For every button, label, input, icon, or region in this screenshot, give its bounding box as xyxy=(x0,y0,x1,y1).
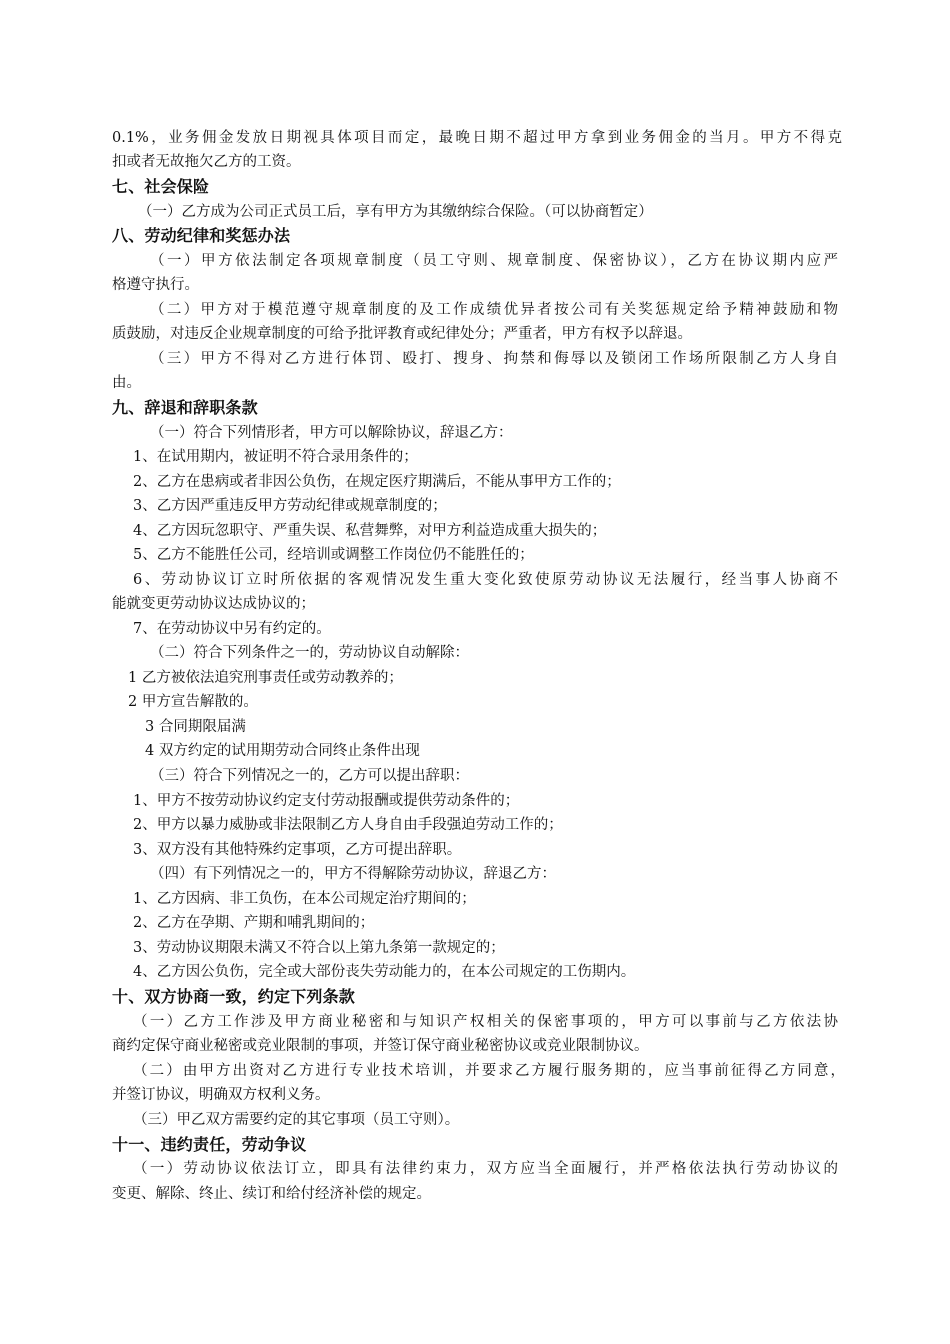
body-line: 质鼓励，对违反企业规章制度的可给予批评教育或纪律处分；严重者，甲方有权予以辞退。 xyxy=(112,326,692,342)
body-line: 扣或者无故拖欠乙方的工资。 xyxy=(112,154,301,170)
body-line: 并签订协议，明确双方权利义务。 xyxy=(112,1087,330,1103)
section-heading-10: 十、双方协商一致，约定下列条款 xyxy=(112,987,356,1006)
list-item: 1、乙方因病、非工负伤，在本公司规定治疗期间的； xyxy=(133,891,476,907)
body-line: （二）由甲方出资对乙方进行专业技术培训，并要求乙方履行服务期的，应当事前征得乙方同意， xyxy=(133,1063,845,1079)
list-item: 1、在试用期内，被证明不符合录用条件的； xyxy=(133,449,418,465)
list-item: 1、甲方不按劳动协议约定支付劳动报酬或提供劳动条件的； xyxy=(133,793,520,809)
list-item: 5、乙方不能胜任公司，经培训或调整工作岗位仍不能胜任的； xyxy=(133,547,534,563)
list-item: 2、乙方在孕期、产期和哺乳期间的； xyxy=(133,915,375,931)
section-heading-8: 八、劳动纪律和奖惩办法 xyxy=(112,226,291,245)
body-line: 0.1%，业务佣金发放日期视具体项目而定，最晚日期不超过甲方拿到业务佣金的当月。甲方不得克 xyxy=(112,130,842,146)
body-line: （三）甲方不得对乙方进行体罚、殴打、搜身、拘禁和侮辱以及锁闭工作场所限制乙方人身自 xyxy=(150,351,838,367)
list-item: 4、乙方因玩忽职守、严重失误、私营舞弊，对甲方利益造成重大损失的； xyxy=(133,523,607,539)
list-item: 4、乙方因公负伤，完全或大部份丧失劳动能力的，在本公司规定的工伤期内。 xyxy=(133,964,636,980)
section-heading-7: 七、社会保险 xyxy=(112,177,210,196)
body-line: （二）符合下列条件之一的，劳动协议自动解除： xyxy=(150,645,469,661)
list-item: 3、乙方因严重违反甲方劳动纪律或规章制度的； xyxy=(133,498,447,514)
list-item: 3、劳动协议期限未满又不符合以上第九条第一款规定的； xyxy=(133,940,505,956)
body-line: （一）乙方成为公司正式员工后，享有甲方为其缴纳综合保险。（可以协商暂定） xyxy=(138,204,653,220)
body-line: （一）乙方工作涉及甲方商业秘密和与知识产权相关的保密事项的，甲方可以事前与乙方依法协 xyxy=(133,1014,838,1030)
list-item: 2 甲方宣告解散的。 xyxy=(128,694,258,710)
list-item: 3 合同期限届满 xyxy=(145,719,246,735)
list-item: 能就变更劳动协议达成协议的； xyxy=(112,596,315,612)
body-line: 由。 xyxy=(112,375,141,391)
body-line: 格遵守执行。 xyxy=(112,277,199,293)
section-heading-9: 九、辞退和辞职条款 xyxy=(112,398,258,417)
body-line: （二）甲方对于模范遵守规章制度的及工作成绩优异者按公司有关奖惩规定给予精神鼓励和物 xyxy=(150,302,838,318)
body-line: （一）符合下列情形者，甲方可以解除协议，辞退乙方： xyxy=(150,425,513,441)
body-line: 商约定保守商业秘密或竞业限制的事项，并签订保守商业秘密协议或竞业限制协议。 xyxy=(112,1038,649,1054)
list-item: 4 双方约定的试用期劳动合同终止条件出现 xyxy=(145,743,420,759)
list-item: 3、双方没有其他特殊约定事项，乙方可提出辞职。 xyxy=(133,842,462,858)
body-line: （四）有下列情况之一的，甲方不得解除劳动协议，辞退乙方： xyxy=(150,866,556,882)
body-line: （三）甲乙双方需要约定的其它事项（员工守则）。 xyxy=(133,1112,460,1128)
list-item: 2、乙方在患病或者非因公负伤，在规定医疗期满后，不能从事甲方工作的； xyxy=(133,474,621,490)
list-item: 1 乙方被依法追究刑事责任或劳动教养的； xyxy=(128,670,403,686)
list-item: 7、在劳动协议中另有约定的。 xyxy=(133,621,331,637)
list-item: 2、甲方以暴力威胁或非法限制乙方人身自由手段强迫劳动工作的； xyxy=(133,817,563,833)
section-heading-11: 十一、违约责任，劳动争议 xyxy=(112,1135,307,1154)
body-line: （一）甲方依法制定各项规章制度（员工守则、规章制度、保密协议），乙方在协议期内应严 xyxy=(150,253,838,269)
body-line: （一）劳动协议依法订立，即具有法律约束力，双方应当全面履行，并严格依法执行劳动协议的 xyxy=(133,1161,838,1177)
body-line: （三）符合下列情况之一的，乙方可以提出辞职： xyxy=(150,768,469,784)
list-item: 6、劳动协议订立时所依据的客观情况发生重大变化致使原劳动协议无法履行，经当事人协商不 xyxy=(133,572,838,588)
body-line: 变更、解除、终止、续订和给付经济补偿的规定。 xyxy=(112,1186,431,1202)
